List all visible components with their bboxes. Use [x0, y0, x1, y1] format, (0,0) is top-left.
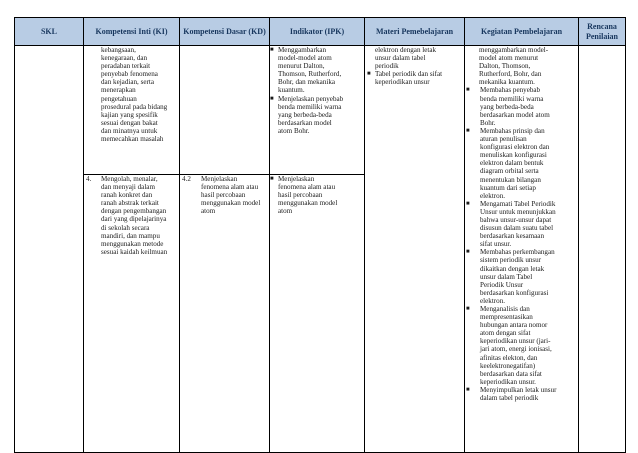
ipk-cell [270, 46, 365, 175]
bullet-icon: ■ [466, 249, 470, 256]
list-item: ■ Tabel periodik dan sifat keperiodikan unsur [367, 70, 443, 87]
header-rencana: Rencana Penilaian [579, 18, 626, 46]
header-materi: Materi Pemebelajaran [365, 18, 465, 46]
kd-number: 4.2 [182, 175, 191, 183]
ki-cell [84, 175, 180, 453]
list-item: ■ Mengamati Tabel Periodik Unsur untuk menunjukkan bahwa unsur-unsur dapat disusun dalam suatu tabel berdasarkan kesamaan sifat unsur. [466, 199, 556, 249]
kd-cell [180, 46, 270, 175]
rpp-table [14, 17, 626, 453]
header-ipk: Indikator (IPK) [270, 18, 365, 46]
kd-text: Menjelaskan fenomena alam atau hasil percobaan menggunakan model atom [201, 175, 261, 216]
rencana-cell [579, 46, 626, 453]
materi-cell [365, 46, 465, 453]
list-item: ■ Menganalisis dan mempresentasikan hubungan antara nomor atom dengan sifat keperiodikan unsur (jari- jari atom, energi ionisasi, afinitas elekton, dan keelektronegatifan) berdasarkan data sifat keperiodikan unsur. [466, 305, 552, 386]
list-item: ■ Membahas perkembangan sistem periodik unsur dikaitkan dengan letak unsur dalam Tabel Periodik Unsur berdasarkan konfigurasi elektron. [466, 248, 555, 305]
header-kegiatan: Kegiatan Pembelajaran [465, 18, 579, 46]
ipk-cell [270, 175, 365, 453]
skl-cell [15, 46, 84, 453]
ki-text: kebangsaan, kenegaraan, dan peradaban terkait penyebab fenomena dan kejadian, serta menerapkan pengetahuan prosedural pada bidang kajian yang spesifik sesuai dengan bakat dan minatnya untuk memecahkan masalah [101, 46, 168, 144]
header-ki: Kompetensi Inti (KI) [84, 18, 180, 46]
header-skl: SKL [15, 18, 84, 46]
table-row [15, 46, 626, 175]
kegiatan-cell [465, 46, 579, 453]
kegiatan-list [465, 86, 578, 402]
header-row [15, 18, 626, 46]
list-item: ■ Menggambarkan model-model atom menurut Dalton, Thomson, Rutherford, Bohr, dan mekanika kuantum. [270, 46, 342, 95]
kd-cell [180, 175, 270, 453]
bullet-icon: ■ [466, 127, 470, 134]
list-item: ■ Menjelaskan penyebab benda memiliki warna yang berbeda-beda berdasarkan model atom Bohr. [270, 94, 344, 135]
header-kd: Kompetensi Dasar (KD) [180, 18, 270, 46]
bullet-icon: ■ [270, 95, 274, 102]
bullet-icon: ■ [270, 47, 274, 53]
list-item: ■ Menjelaskan fenomena alam atau hasil percobaan menggunakan model atom [270, 175, 338, 216]
list-item: ■ Membahas prinsip dan aturan penulisan konfigurasi elektron dan menuliskan konfigurasi elektron dalam bentuk diagram orbital serta menentukan bilangan kuantum dari setiap elektron. [466, 126, 550, 200]
ki-text: Mengolah, menalar, dan menyaji dalam ranah konkret dan ranah abstrak terkait dengan pengembangan dari yang dipelajarinya di sekolah secara mandiri, dan mampu menggunakan metode sesuai kaidah keilmuan [101, 175, 168, 256]
bullet-icon: ■ [466, 386, 470, 393]
list-item: ■ Membahas penyebab benda memiliki warna yang berbeda-beda berdasarkan model atom Bohr. [466, 86, 550, 127]
bullet-icon: ■ [466, 306, 470, 312]
ki-number: 4. [86, 175, 92, 183]
kegiatan-lead: menggambarkan model- model atom menurut Dalton, Thomson, Rutherford, Bohr, dan mekanika kuantum. [479, 46, 549, 87]
bullet-icon: ■ [466, 200, 470, 207]
ki-cell [84, 46, 180, 175]
bullet-icon: ■ [270, 176, 274, 182]
ipk-list [270, 175, 364, 215]
materi-list [367, 70, 462, 86]
list-item: ■ Menyimpulkan letak unsur dalam tabel periodik [466, 385, 557, 403]
materi-lead: elektron dengan letak unsur dalam tabel periodik [375, 46, 437, 71]
ipk-list [270, 46, 364, 135]
bullet-icon: ■ [466, 87, 470, 94]
bullet-icon: ■ [367, 71, 371, 78]
